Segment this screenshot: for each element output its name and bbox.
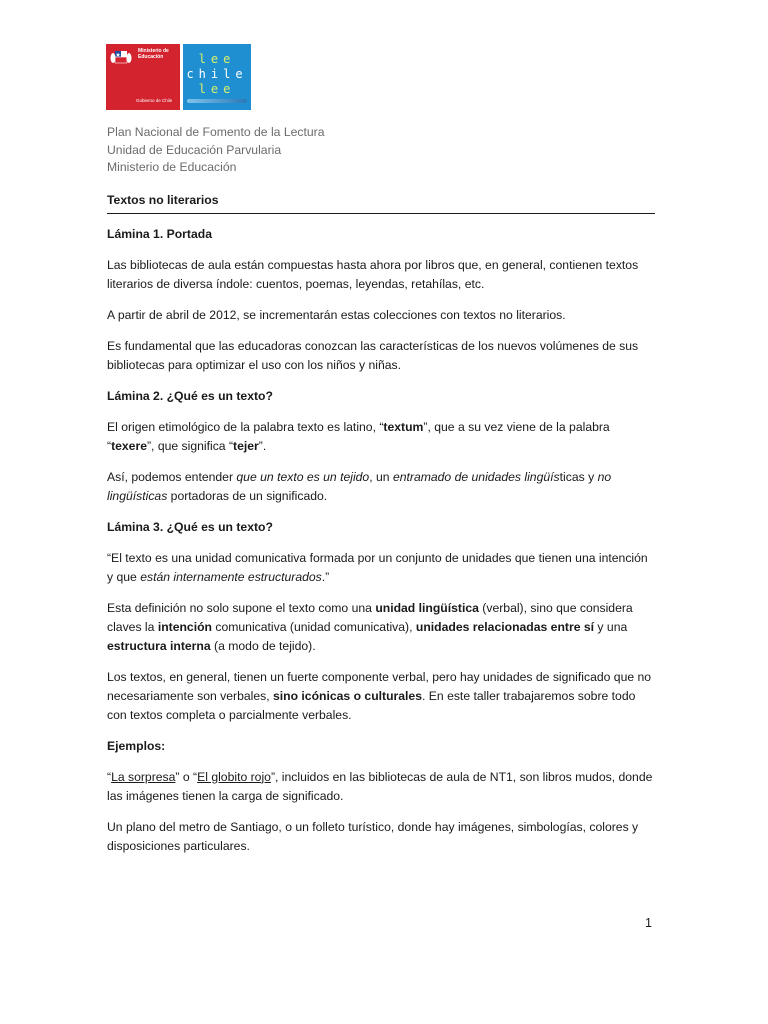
- lamina-3-paragraph-2: [107, 599, 655, 656]
- text-run: (verbal), sino que considera claves la: [107, 600, 633, 634]
- italic-run: entramado de unidades lingüís: [392, 469, 560, 484]
- text-run: El origen etimológico de la palabra texto es latino, “: [107, 419, 384, 434]
- lamina-2-paragraph-2: [107, 468, 655, 506]
- ejemplos-paragraph-2: Un plano del metro de Santiago, o un folleto turístico, donde hay imágenes, simbologías, colores y disposiciones particulares.: [107, 819, 639, 853]
- bold-run: intención: [157, 619, 212, 634]
- header-line-unidad: Unidad de Educación Parvularia: [107, 142, 282, 157]
- lamina-2-heading: [107, 387, 655, 406]
- text-run: comunicativa (unidad comunicativa),: [211, 619, 416, 634]
- text-run: Los textos, en general, tienen un fuerte componente verbal, pero hay unidades de significado que no necesariamente son verbales,: [107, 669, 652, 703]
- lamina-3-paragraph-3: [107, 668, 655, 725]
- ejemplos-paragraph-1: [107, 768, 655, 806]
- lamina-1-paragraph-1: Las bibliotecas de aula están compuestas hasta ahora por libros que, en general, contienen textos literarios de diversa índole: cuentos, poemas, leyendas, retahílas, etc.: [107, 257, 639, 291]
- ejemplos-heading-text: Ejemplos:: [107, 738, 166, 753]
- book-title-el-globito-rojo: El globito rojo: [197, 769, 271, 784]
- coat-of-arms-icon: [109, 48, 133, 68]
- text-run: ”, que a su vez viene de la palabra “: [107, 419, 610, 453]
- text-run: ticas: [559, 469, 585, 484]
- book-title-la-sorpresa: La sorpresa: [111, 769, 176, 784]
- lee-chile-lee-logo: [183, 44, 251, 110]
- mineduc-logo: [106, 44, 180, 110]
- text-run: Así, podemos entender: [107, 469, 237, 484]
- text-run: .”: [321, 569, 330, 584]
- lamina-1-heading-text: Lámina 1. Portada: [107, 226, 212, 241]
- text-run: y una: [594, 619, 628, 634]
- lee-logo-line-3: lee: [198, 82, 236, 96]
- lee-logo-line-2: chile: [186, 67, 248, 81]
- mineduc-name: Ministerio de Educación: [138, 48, 169, 60]
- text-run: ”, incluidos en las bibliotecas de aula de NT1, son libros mudos, donde las imágenes tienen la carga de significado.: [107, 769, 653, 803]
- lamina-3-heading: [107, 518, 655, 537]
- italic-run: que un texto es un tejido: [236, 469, 370, 484]
- lee-logo-line-1: lee: [198, 52, 236, 66]
- bold-run: texere: [111, 438, 147, 453]
- text-run: , un: [369, 469, 393, 484]
- lamina-3-heading-text: Lámina 3. ¿Qué es un texto?: [107, 519, 273, 534]
- document-body: [107, 124, 655, 868]
- bold-run: unidades relacionadas entre sí: [415, 619, 595, 634]
- text-run: (a modo de tejido).: [210, 638, 316, 653]
- text-run: ”, que significa “: [146, 438, 234, 453]
- document-header: [107, 124, 655, 177]
- text-run: Esta definición no solo supone el texto como una: [107, 600, 376, 615]
- bold-run: tejer: [233, 438, 259, 453]
- text-run: y: [584, 469, 598, 484]
- text-run: ” o “: [175, 769, 198, 784]
- lamina-1-paragraph-2: A partir de abril de 2012, se incrementarán estas colecciones con textos no literarios.: [107, 307, 566, 322]
- text-run: ”.: [258, 438, 267, 453]
- bold-run: unidad lingüística: [375, 600, 479, 615]
- bold-run: estructura interna: [107, 638, 211, 653]
- italic-run: están internamente estructurados: [140, 569, 322, 584]
- text-run: portadoras de un significado.: [167, 488, 328, 503]
- bold-run: sino icónicas o culturales: [272, 688, 422, 703]
- header-line-plan: Plan Nacional de Fomento de la Lectura: [107, 125, 325, 139]
- page-number: 1: [645, 916, 652, 930]
- lamina-2-heading-text: Lámina 2. ¿Qué es un texto?: [107, 388, 273, 403]
- lee-logo-tagline-bar: [187, 99, 247, 103]
- header-line-ministerio: Ministerio de Educación: [107, 160, 237, 174]
- lamina-2-paragraph-1: [107, 418, 655, 456]
- text-run: “El texto es una unidad comunicativa formada por un conjunto de unidades que tienen una intención y que: [107, 550, 648, 584]
- lamina-3-paragraph-1: [107, 549, 655, 587]
- section-title: Textos no literarios: [107, 191, 655, 214]
- text-run: . En este taller trabajaremos sobre todo con textos completa o parcialmente verbales.: [107, 688, 636, 722]
- ejemplos-heading: [107, 737, 655, 756]
- lamina-1-heading: [107, 225, 655, 244]
- bold-run: textum: [383, 419, 424, 434]
- text-run: “: [107, 769, 112, 784]
- government-label: Gobierno de Chile: [136, 98, 173, 103]
- italic-run: no lingüísticas: [107, 469, 612, 503]
- lamina-1-paragraph-3: Es fundamental que las educadoras conozcan las características de los nuevos volúmenes de sus bibliotecas para optimizar el uso con los niños y niñas.: [107, 338, 639, 372]
